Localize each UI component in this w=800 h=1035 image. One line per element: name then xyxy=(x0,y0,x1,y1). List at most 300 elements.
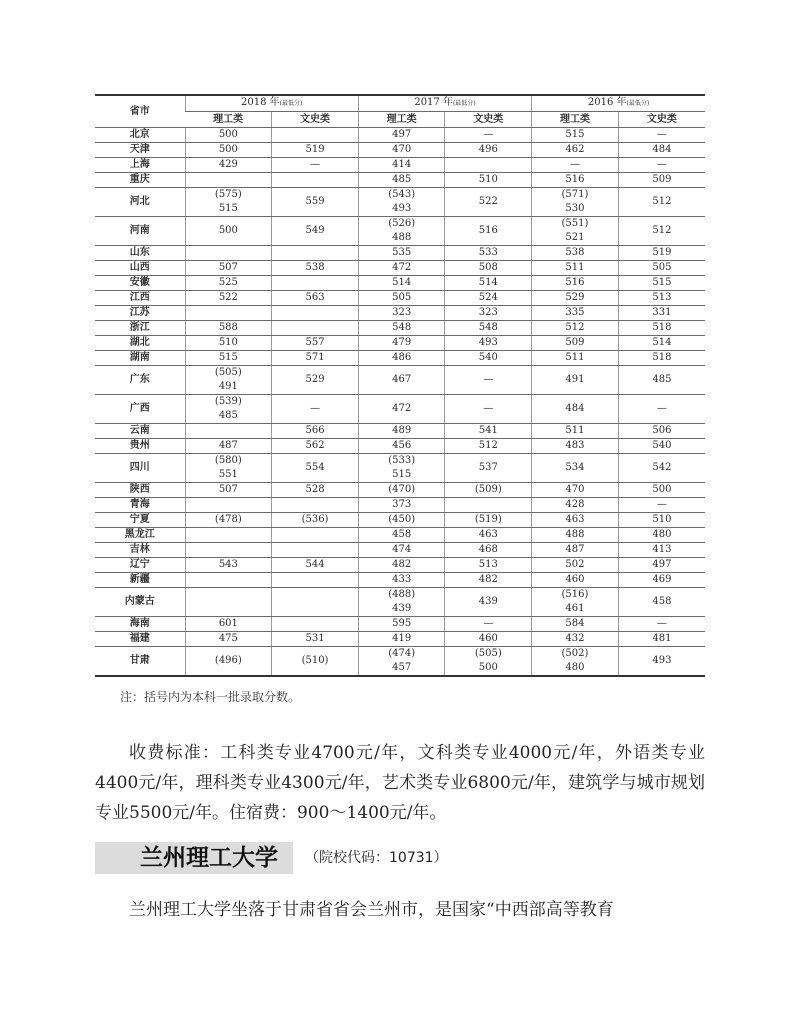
score-cell xyxy=(358,528,445,543)
score-value: 323 xyxy=(392,307,412,318)
score-value: 601 xyxy=(218,618,238,629)
score-value: 429 xyxy=(218,159,238,170)
score-cell xyxy=(532,321,619,336)
score-cell xyxy=(532,483,619,498)
score-cell xyxy=(272,647,359,677)
province-cell: 福建 xyxy=(95,632,185,647)
score-value: 458 xyxy=(652,596,672,607)
score-cell xyxy=(445,483,532,498)
score-value: 439 xyxy=(478,596,498,607)
score-cell xyxy=(618,558,705,573)
score-value: 483 xyxy=(565,440,585,451)
score-cell xyxy=(272,498,359,513)
table-row xyxy=(95,588,705,617)
score-value: 515 xyxy=(218,352,238,363)
score-value: 502 xyxy=(565,559,585,570)
score-cell xyxy=(618,528,705,543)
score-cell xyxy=(445,158,532,173)
score-value: 493 xyxy=(478,337,498,348)
score-value: (533) xyxy=(388,455,416,466)
score-value: 470 xyxy=(392,144,412,155)
score-value: 510 xyxy=(218,337,238,348)
province-cell: 湖南 xyxy=(95,351,185,366)
score-cell xyxy=(618,143,705,158)
score-value: (536) xyxy=(301,514,329,525)
score-cell xyxy=(272,336,359,351)
table-row xyxy=(95,424,705,439)
score-cell xyxy=(272,173,359,188)
score-value: 485 xyxy=(218,410,238,421)
score-value: 488 xyxy=(392,232,412,243)
score-value: 480 xyxy=(652,529,672,540)
score-value: 497 xyxy=(392,129,412,140)
table-row xyxy=(95,439,705,454)
score-cell xyxy=(445,573,532,588)
province-cell: 云南 xyxy=(95,424,185,439)
score-cell xyxy=(185,321,272,336)
score-cell xyxy=(358,513,445,528)
score-cell xyxy=(272,143,359,158)
score-value: 463 xyxy=(565,514,585,525)
score-value: 511 xyxy=(565,352,585,363)
score-value: 335 xyxy=(565,307,585,318)
province-cell: 河南 xyxy=(95,217,185,246)
score-value: 500 xyxy=(652,484,672,495)
score-cell xyxy=(532,128,619,143)
score-cell xyxy=(532,217,619,246)
score-value: 507 xyxy=(218,484,238,495)
score-value: (551) xyxy=(561,218,589,229)
score-value: 428 xyxy=(565,499,585,510)
score-cell xyxy=(272,306,359,321)
score-value: 487 xyxy=(218,440,238,451)
score-cell xyxy=(272,573,359,588)
score-cell xyxy=(358,543,445,558)
score-cell xyxy=(445,558,532,573)
score-cell xyxy=(532,366,619,395)
score-cell xyxy=(358,454,445,483)
score-value: (516) xyxy=(561,589,589,600)
score-value: 521 xyxy=(565,232,585,243)
province-cell: 广东 xyxy=(95,366,185,395)
table-footnote: 注：括号内为本科一批录取分数。 xyxy=(120,690,301,704)
score-cell xyxy=(272,261,359,276)
score-cell xyxy=(272,246,359,261)
score-cell xyxy=(618,439,705,454)
score-cell xyxy=(532,647,619,677)
score-cell xyxy=(358,498,445,513)
score-value: 460 xyxy=(565,574,585,585)
score-cell xyxy=(185,217,272,246)
province-cell: 河北 xyxy=(95,188,185,217)
score-value: 479 xyxy=(392,337,412,348)
score-cell xyxy=(445,395,532,424)
score-cell xyxy=(358,143,445,158)
score-value: 595 xyxy=(392,618,412,629)
province-cell: 上海 xyxy=(95,158,185,173)
table-row xyxy=(95,632,705,647)
score-value: 496 xyxy=(478,144,498,155)
score-value: 482 xyxy=(478,574,498,585)
score-cell xyxy=(272,424,359,439)
score-value: 511 xyxy=(565,425,585,436)
score-cell xyxy=(532,528,619,543)
score-value: 518 xyxy=(652,352,672,363)
score-cell xyxy=(272,188,359,217)
score-cell xyxy=(445,306,532,321)
score-value: 538 xyxy=(305,262,325,273)
score-cell xyxy=(445,321,532,336)
score-value: 500 xyxy=(478,662,498,673)
table-row xyxy=(95,306,705,321)
score-cell xyxy=(618,454,705,483)
table-row xyxy=(95,647,705,677)
table-row xyxy=(95,617,705,632)
table-row xyxy=(95,513,705,528)
fee-paragraph: 收费标准：工科类专业4700元/年，文科类专业4000元/年，外语类专业4400元/年，理科类专业4300元/年，艺术类专业6800元/年，建筑学与城市规划专业5500元/年。住宿费：900～1400元/年。 xyxy=(95,743,705,823)
score-value: — xyxy=(569,159,580,170)
university-name: 兰州理工大学 xyxy=(140,845,278,871)
score-cell xyxy=(532,498,619,513)
score-value: 512 xyxy=(565,322,585,333)
score-cell xyxy=(272,528,359,543)
province-cell: 青海 xyxy=(95,498,185,513)
score-value: 512 xyxy=(478,440,498,451)
score-value: 512 xyxy=(652,196,672,207)
score-value: (575) xyxy=(214,189,242,200)
score-value: 470 xyxy=(565,484,585,495)
table-row xyxy=(95,188,705,217)
province-cell: 宁夏 xyxy=(95,513,185,528)
score-value: 497 xyxy=(652,559,672,570)
province-cell: 浙江 xyxy=(95,321,185,336)
score-cell xyxy=(532,291,619,306)
score-cell xyxy=(532,188,619,217)
score-cell xyxy=(185,143,272,158)
table-row xyxy=(95,498,705,513)
header-category: 理工类 xyxy=(532,112,619,128)
score-value: 515 xyxy=(565,129,585,140)
score-value: 513 xyxy=(478,559,498,570)
score-value: 548 xyxy=(392,322,412,333)
score-cell xyxy=(618,395,705,424)
score-value: 500 xyxy=(218,129,238,140)
score-cell xyxy=(185,395,272,424)
header-category: 理工类 xyxy=(185,112,272,128)
admission-score-table xyxy=(95,94,705,677)
score-cell xyxy=(532,261,619,276)
score-cell xyxy=(532,617,619,632)
province-cell: 北京 xyxy=(95,128,185,143)
score-cell xyxy=(185,647,272,677)
score-value: 508 xyxy=(478,262,498,273)
score-value: 486 xyxy=(392,352,412,363)
score-value: 515 xyxy=(218,203,238,214)
score-cell xyxy=(618,173,705,188)
score-cell xyxy=(272,395,359,424)
score-value: 457 xyxy=(392,662,412,673)
score-cell xyxy=(358,617,445,632)
score-value: 485 xyxy=(392,174,412,185)
score-cell xyxy=(445,588,532,617)
score-value: 373 xyxy=(392,499,412,510)
score-value: 510 xyxy=(478,174,498,185)
score-value: (510) xyxy=(301,655,329,666)
header-year-2017: 2017 年(最低分) xyxy=(358,95,531,112)
province-cell: 新疆 xyxy=(95,573,185,588)
score-value: 475 xyxy=(218,633,238,644)
score-value: 554 xyxy=(305,462,325,473)
score-value: 489 xyxy=(392,425,412,436)
score-cell xyxy=(272,351,359,366)
score-cell xyxy=(445,454,532,483)
score-cell xyxy=(445,351,532,366)
score-value: (470) xyxy=(388,484,416,495)
score-cell xyxy=(358,188,445,217)
score-value: 433 xyxy=(392,574,412,585)
score-value: 522 xyxy=(478,196,498,207)
score-value: 549 xyxy=(305,225,325,236)
score-cell xyxy=(618,158,705,173)
header-province: 省市 xyxy=(95,95,185,128)
score-cell xyxy=(532,454,619,483)
score-cell xyxy=(358,158,445,173)
province-cell: 山西 xyxy=(95,261,185,276)
score-value: 542 xyxy=(652,462,672,473)
score-cell xyxy=(272,588,359,617)
score-value: 530 xyxy=(565,203,585,214)
score-value: 531 xyxy=(305,633,325,644)
header-category: 文史类 xyxy=(618,112,705,128)
score-value: — xyxy=(310,159,321,170)
score-value: 516 xyxy=(565,174,585,185)
score-value: 551 xyxy=(218,469,238,480)
table-row xyxy=(95,483,705,498)
score-cell xyxy=(445,528,532,543)
score-cell xyxy=(532,395,619,424)
score-cell xyxy=(185,558,272,573)
university-code: （院校代码：10731） xyxy=(305,850,448,866)
score-value: — xyxy=(656,129,667,140)
score-cell xyxy=(532,558,619,573)
score-cell xyxy=(185,632,272,647)
score-value: 540 xyxy=(652,440,672,451)
score-cell xyxy=(185,306,272,321)
table-row xyxy=(95,246,705,261)
score-cell xyxy=(445,276,532,291)
score-cell xyxy=(185,528,272,543)
table-row xyxy=(95,336,705,351)
score-cell xyxy=(272,217,359,246)
score-value: 509 xyxy=(565,337,585,348)
score-value: — xyxy=(483,129,494,140)
province-cell: 吉林 xyxy=(95,543,185,558)
score-value: 588 xyxy=(218,322,238,333)
score-cell xyxy=(272,617,359,632)
score-cell xyxy=(532,173,619,188)
score-value: — xyxy=(483,618,494,629)
score-cell xyxy=(358,588,445,617)
intro-paragraph: 兰州理工大学坐落于甘肃省省会兰州市，是国家“中西部高等教育 xyxy=(129,900,614,920)
score-value: 513 xyxy=(652,292,672,303)
table-row xyxy=(95,558,705,573)
score-value: 534 xyxy=(565,462,585,473)
score-cell xyxy=(358,217,445,246)
score-cell xyxy=(445,617,532,632)
score-value: 469 xyxy=(652,574,672,585)
score-value: — xyxy=(483,403,494,414)
score-cell xyxy=(185,173,272,188)
score-value: 584 xyxy=(565,618,585,629)
header-category: 理工类 xyxy=(358,112,445,128)
score-value: 488 xyxy=(565,529,585,540)
province-cell: 江苏 xyxy=(95,306,185,321)
score-value: 467 xyxy=(392,374,412,385)
score-cell xyxy=(185,439,272,454)
score-value: — xyxy=(483,374,494,385)
score-value: 474 xyxy=(392,544,412,555)
score-value: (496) xyxy=(214,655,242,666)
score-value: 548 xyxy=(478,322,498,333)
score-cell xyxy=(618,336,705,351)
score-cell xyxy=(272,276,359,291)
score-value: 514 xyxy=(478,277,498,288)
table-row xyxy=(95,395,705,424)
province-cell: 黑龙江 xyxy=(95,528,185,543)
score-value: 540 xyxy=(478,352,498,363)
score-value: (474) xyxy=(388,648,416,659)
table-row xyxy=(95,276,705,291)
score-cell xyxy=(185,424,272,439)
score-cell xyxy=(618,424,705,439)
table-row xyxy=(95,291,705,306)
score-cell xyxy=(185,188,272,217)
score-cell xyxy=(445,543,532,558)
score-value: 524 xyxy=(478,292,498,303)
score-cell xyxy=(185,543,272,558)
score-cell xyxy=(532,306,619,321)
score-cell xyxy=(618,573,705,588)
score-cell xyxy=(618,366,705,395)
score-cell xyxy=(445,498,532,513)
score-cell xyxy=(532,543,619,558)
score-cell xyxy=(618,217,705,246)
score-value: (502) xyxy=(561,648,589,659)
province-cell: 陕西 xyxy=(95,483,185,498)
score-value: 529 xyxy=(305,374,325,385)
province-cell: 内蒙古 xyxy=(95,588,185,617)
score-value: 481 xyxy=(652,633,672,644)
score-value: 519 xyxy=(305,144,325,155)
score-value: 484 xyxy=(652,144,672,155)
score-value: 522 xyxy=(218,292,238,303)
header-year-2016: 2016 年(最低分) xyxy=(532,95,705,112)
score-cell xyxy=(272,543,359,558)
province-cell: 重庆 xyxy=(95,173,185,188)
score-value: (571) xyxy=(561,189,589,200)
score-cell xyxy=(445,143,532,158)
score-value: 432 xyxy=(565,633,585,644)
score-cell xyxy=(185,276,272,291)
score-cell xyxy=(618,543,705,558)
province-cell: 甘肃 xyxy=(95,647,185,677)
score-cell xyxy=(618,261,705,276)
score-cell xyxy=(445,291,532,306)
score-value: 512 xyxy=(652,225,672,236)
score-value: — xyxy=(656,403,667,414)
score-cell xyxy=(272,439,359,454)
score-cell xyxy=(358,573,445,588)
score-cell xyxy=(272,128,359,143)
score-cell xyxy=(358,291,445,306)
province-cell: 辽宁 xyxy=(95,558,185,573)
score-cell xyxy=(358,336,445,351)
score-value: 541 xyxy=(478,425,498,436)
score-cell xyxy=(445,366,532,395)
table-row xyxy=(95,454,705,483)
score-value: 516 xyxy=(565,277,585,288)
table-row xyxy=(95,528,705,543)
province-cell: 江西 xyxy=(95,291,185,306)
score-value: (519) xyxy=(474,514,502,525)
score-value: (488) xyxy=(388,589,416,600)
score-cell xyxy=(532,246,619,261)
score-cell xyxy=(532,588,619,617)
score-value: 559 xyxy=(305,196,325,207)
score-cell xyxy=(358,246,445,261)
score-value: (450) xyxy=(388,514,416,525)
score-cell xyxy=(358,351,445,366)
table-header-years xyxy=(95,95,705,112)
score-cell xyxy=(185,513,272,528)
province-cell: 湖北 xyxy=(95,336,185,351)
score-cell xyxy=(532,573,619,588)
score-cell xyxy=(445,424,532,439)
score-value: 493 xyxy=(652,655,672,666)
table-row xyxy=(95,366,705,395)
province-cell: 贵州 xyxy=(95,439,185,454)
score-cell xyxy=(272,558,359,573)
score-cell xyxy=(358,306,445,321)
score-cell xyxy=(358,632,445,647)
score-value: 480 xyxy=(565,662,585,673)
province-cell: 安徽 xyxy=(95,276,185,291)
score-cell xyxy=(272,454,359,483)
province-cell: 四川 xyxy=(95,454,185,483)
score-cell xyxy=(272,483,359,498)
score-value: (505) xyxy=(474,648,502,659)
score-value: 514 xyxy=(652,337,672,348)
score-cell xyxy=(185,128,272,143)
score-cell xyxy=(185,351,272,366)
score-value: 500 xyxy=(218,144,238,155)
score-value: (526) xyxy=(388,218,416,229)
score-value: 537 xyxy=(478,462,498,473)
score-value: 535 xyxy=(392,247,412,258)
score-cell xyxy=(358,439,445,454)
table-body xyxy=(95,128,705,677)
score-cell xyxy=(445,513,532,528)
score-value: 529 xyxy=(565,292,585,303)
score-value: 439 xyxy=(392,603,412,614)
score-value: (580) xyxy=(214,455,242,466)
score-cell xyxy=(358,558,445,573)
score-cell xyxy=(272,321,359,336)
score-cell xyxy=(445,336,532,351)
score-cell xyxy=(618,128,705,143)
score-value: 414 xyxy=(392,159,412,170)
score-value: 472 xyxy=(392,262,412,273)
